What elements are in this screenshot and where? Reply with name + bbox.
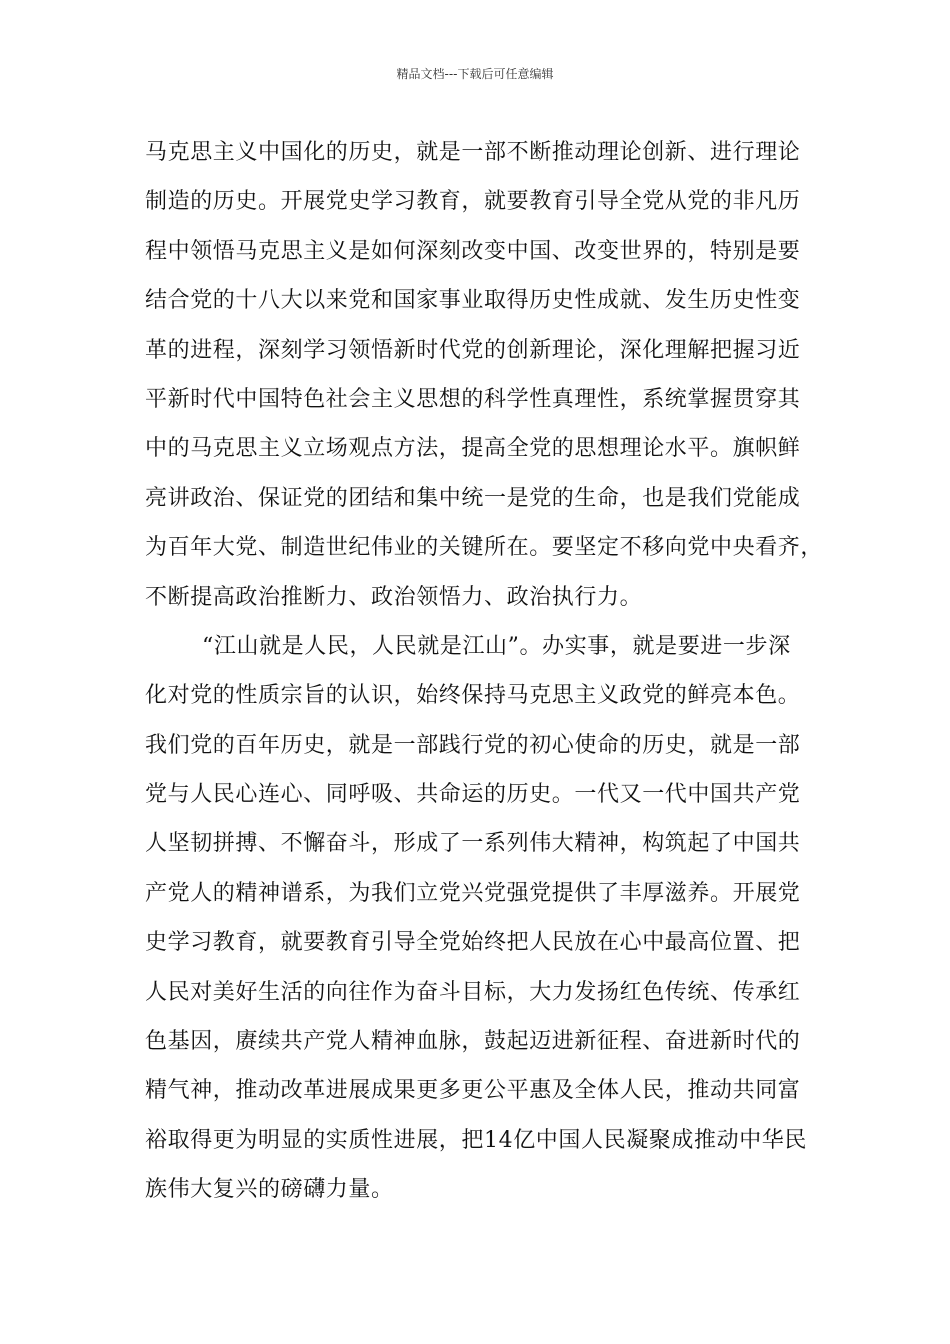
text-line: 不断提高政治推断力、政治领悟力、政治执行力。 <box>145 584 643 610</box>
text-line: 程中领悟马克思主义是如何深刻改变中国、改变世界的，特别是要 <box>145 238 801 264</box>
text-line: 裕取得更为明显的实质性进展，把14亿中国人民凝聚成推动中华民 <box>145 1127 807 1153</box>
text-line: 革的进程，深刻学习领悟新时代党的创新理论，深化理解把握习近 <box>145 337 801 363</box>
text-line: 精气神，推动改革进展成果更多更公平惠及全体人民，推动共同富 <box>145 1078 801 1104</box>
page-header: 精品文档---下载后可任意编辑 <box>396 67 554 81</box>
text-line: 中的马克思主义立场观点方法，提高全党的思想理论水平。旗帜鲜 <box>145 436 801 462</box>
text-line: 产党人的精神谱系，为我们立党兴党强党提供了丰厚滋养。开展党 <box>145 880 801 906</box>
text-line: 化对党的性质宗旨的认识，始终保持马克思主义政党的鲜亮本色。 <box>145 683 801 709</box>
text-line: 制造的历史。开展党史学习教育，就要教育引导全党从党的非凡历 <box>145 189 801 215</box>
text-line: 我们党的百年历史，就是一部践行党的初心使命的历史，就是一部 <box>145 732 801 758</box>
document-body <box>145 128 824 1215</box>
text-line: 结合党的十八大以来党和国家事业取得历史性成就、发生历史性变 <box>145 288 801 314</box>
text-line: 亮讲政治、保证党的团结和集中统一是党的生命，也是我们党能成 <box>145 485 801 511</box>
paragraph-first-line: “江山就是人民，人民就是江山”。办实事，就是要进一步深 <box>202 633 791 659</box>
text-line: 平新时代中国特色社会主义思想的科学性真理性，系统掌握贯穿其 <box>145 386 801 412</box>
text-line: 为百年大党、制造世纪伟业的关键所在。要坚定不移向党中央看齐， <box>145 535 824 561</box>
text-line: 史学习教育，就要教育引导全党始终把人民放在心中最高位置、把 <box>145 930 801 956</box>
text-line: 色基因，赓续共产党人精神血脉，鼓起迈进新征程、奋进新时代的 <box>145 1029 801 1055</box>
text-line: 党与人民心连心、同呼吸、共命运的历史。一代又一代中国共产党 <box>145 782 801 808</box>
text-line: 人民对美好生活的向往作为奋斗目标，大力发扬红色传统、传承红 <box>145 979 801 1005</box>
text-line: 马克思主义中国化的历史，就是一部不断推动理论创新、进行理论 <box>145 140 801 165</box>
text-line: 人坚韧拼搏、不懈奋斗，形成了一系列伟大精神，构筑起了中国共 <box>145 831 801 857</box>
text-line: 族伟大复兴的磅礴力量。 <box>145 1177 394 1203</box>
